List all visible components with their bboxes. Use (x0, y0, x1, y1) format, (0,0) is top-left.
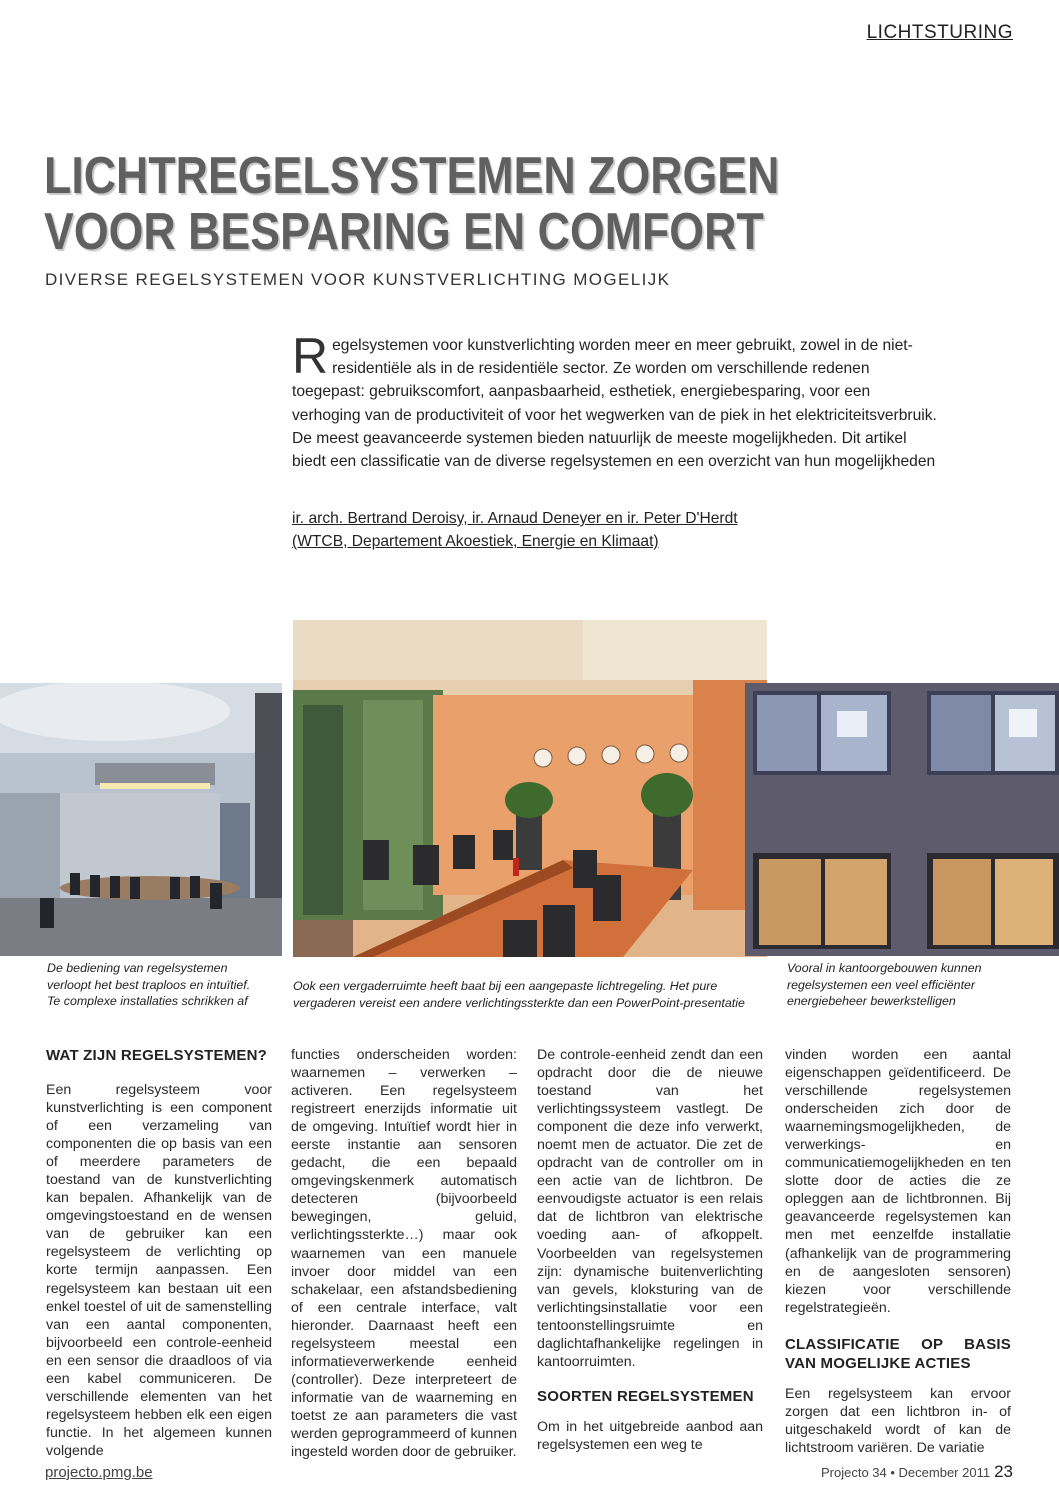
caption-left: De bediening van regelsystemen verloopt het best traploos en intuïtief. Te complexe installaties schrikken af (47, 961, 251, 1008)
intro-text: egelsystemen voor kunstverlichting worden meer en meer gebruikt, zowel in de niet-residentiële als in de residentiële sector. Ze worden om verschillende redenen toegepast: gebruikscomfort, aanpasbaarheid, esthetiek, energiebesparing, voor een verhoging van de productiviteit of voor het wegwerken van de piek in het elektriciteitsverbruik. De meest geavanceerde systemen bieden natuurlijk de meeste mogelijkheden. Dit artikel biedt een classificatie van de diverse regelsystemen en een overzicht van hun mogelijkheden (292, 337, 937, 471)
col3-paragraph: De controle-eenheid zendt dan een opdracht door die de nieuwe toestand van het verlichtingssysteem vastlegt. De component die deze info verwerkt, noemt men de actuator. Die zet de opdracht van de controller om in een actie van de lichtbron. De eenvoudigste actuator is een relais dat de lichtbron van elektrische voeding aan- of afkoppelt. Voorbeelden van regelsystemen zijn: dynamische buitenverlichting van gevels, kloksturing van de verlichtingsinstallatie voor een tentoonstellingsruimte en daglichtafhankelijke regelingen in kantoorruimten. (537, 1047, 763, 1370)
caption-center: Ook een vergaderruimte heeft baat bij een aangepaste lichtregeling. Het pure vergaderen vereist een andere verlichtingssterkte dan een PowerPoint-presentatie (293, 979, 745, 1010)
section-tag: LICHTSTURING (866, 22, 1013, 43)
body-column-2 (291, 1046, 517, 1461)
photo-conference-room-center (293, 620, 767, 957)
intro-paragraph (292, 328, 942, 473)
body-column-3 (537, 1046, 763, 1454)
heading-wat-zijn-regelsystemen: WAT ZIJN REGELSYSTEMEN? (46, 1047, 268, 1064)
article-subtitle: DIVERSE REGELSYSTEMEN VOOR KUNSTVERLICHTING MOGELIJK (45, 270, 671, 289)
page-number: 23 (994, 1462, 1013, 1481)
heading-soorten-regelsystemen: SOORTEN REGELSYSTEMEN (537, 1387, 754, 1405)
title-line-1: LICHTREGELSYSTEMEN ZORGEN (44, 147, 780, 205)
heading-classificatie: CLASSIFICATIE OP BASIS VAN MOGELIJKE ACTIES (785, 1335, 1011, 1372)
authors (292, 507, 912, 553)
caption-right: Vooral in kantoorgebouwen kunnen regelsystemen een veel efficiënter energiebeheer bewerkstelligen (787, 961, 982, 1008)
authors-line-1: ir. arch. Bertrand Deroisy, ir. Arnaud Deneyer en ir. Peter D'Herdt (292, 510, 738, 527)
col4-paragraph: vinden worden een aantal eigenschappen geïdentificeerd. De verschillende regelsystemen onderscheiden zich door de waarnemingsmogelijkheden, de verwerkings- en communicatiemogelijkheden en ten slotte door de acties die ze opleggen aan de lichtbronnen. Bij geavanceerde regelsystemen kan men met eenzelfde installatie (afhankelijk van de programmering en de aangesloten sensoren) kiezen voor verschillende regelstrategieën. (785, 1047, 1011, 1316)
title-line-2: VOOR BESPARING EN COMFORT (44, 203, 764, 261)
dropcap: R (292, 328, 329, 384)
article-title (44, 148, 870, 260)
body-column-1 (46, 1046, 272, 1460)
body-column-4 (785, 1046, 1011, 1457)
footer-issue: Projecto 34 • December 2011 (821, 1465, 991, 1480)
authors-line-2: (WTCB, Departement Akoestiek, Energie en Klimaat) (292, 533, 659, 550)
footer-website-link[interactable]: projecto.pmg.be (45, 1464, 153, 1481)
col1-paragraph: Een regelsysteem voor kunstverlichting is een component of een verzameling van componenten die op basis van een of meerdere parameters de toestand van de kunstverlichting kan bepalen. Afhankelijk van de omgevingstoestand en de wensen van de gebruiker kan een regelsysteem de verlichting op korte termijn aanpassen. Een regelsysteem kan bestaan uit een enkel toestel of uit de samenstelling van een aantal componenten, bijvoorbeeld een controle-eenheid en een sensor die draadloos of via een kabel communiceren. De verschillende elementen van het regelsysteem hebben elk een eigen functie. In het algemeen kunnen volgende (46, 1082, 272, 1459)
photo-meeting-room-left (0, 683, 282, 956)
photo-office-facade-right (745, 683, 1059, 956)
col3-paragraph-2: Om in het uitgebreide aanbod aan regelsystemen een weg te (537, 1418, 763, 1453)
col4-paragraph-2: Een regelsysteem kan ervoor zorgen dat een lichtbron in- of uitgeschakeld wordt of kan de lichtstroom variëren. De variatie (785, 1385, 1011, 1456)
col2-paragraph: functies onderscheiden worden: waarnemen – verwerken – activeren. Een regelsysteem registreert enerzijds informatie uit de omgeving. Intuïtief wordt hier in eerste instantie aan sensoren gedacht, die een bepaald omgevingskenmerk automatisch detecteren (bijvoorbeeld bewegingen, geluid, verlichtingssterkte…) maar ook waarnemen van een manuele invoer door middel van een schakelaar, een afstandsbediening of een centrale interface, valt hieronder. Daarnaast heeft een regelsysteem meestal een informatieverwerkende eenheid (controller). Deze interpreteert de informatie van de waarneming en toetst ze aan parameters die vast werden geprogrammeerd of kunnen ingesteld worden door de gebruiker. (291, 1047, 517, 1461)
footer-issue-info (821, 1462, 1013, 1482)
